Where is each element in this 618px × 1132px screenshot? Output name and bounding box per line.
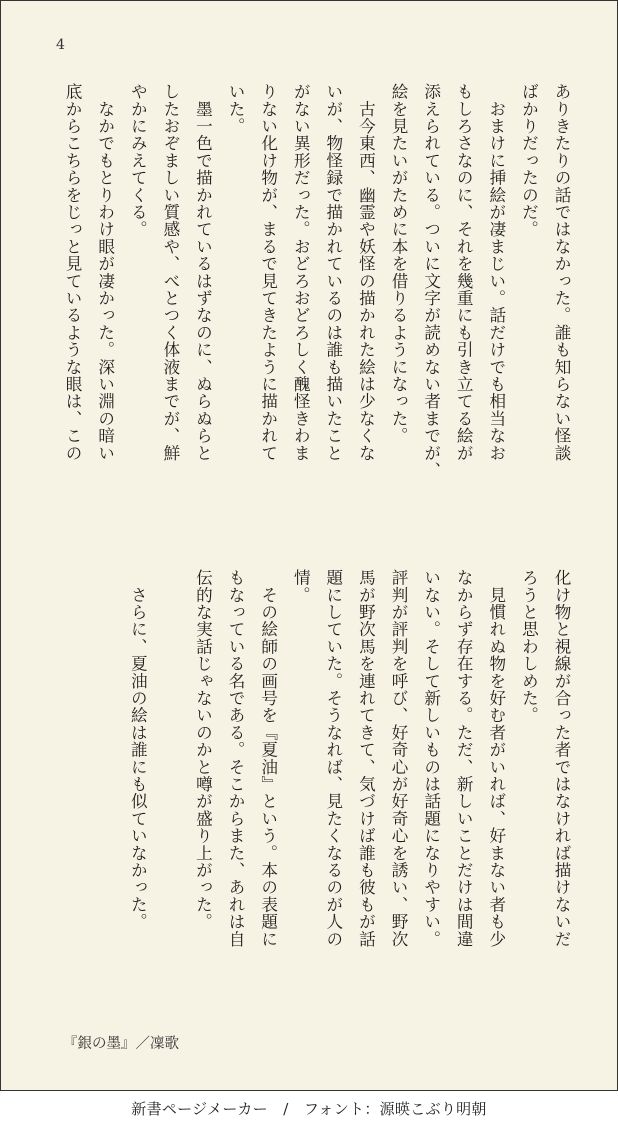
text-line: ろうと思わしめた。 <box>519 569 539 724</box>
text-line: ばかりだったのだ。 <box>519 83 539 238</box>
blank-line <box>153 569 186 1009</box>
text-line: 墨一色で描かれているはずなのに、ぬらぬらと <box>193 83 213 462</box>
text-line: やかにみえてくる。 <box>128 83 148 238</box>
text-line: 見慣れぬ物を好む者がいれば、好まない者も少 <box>486 569 506 948</box>
text-line: 古今東西、幽霊や妖怪の描かれた絵は少なくな <box>356 83 376 462</box>
text-line: その絵師の画号を『夏油』という。本の表題に <box>258 569 278 948</box>
book-title-footer: 『銀の墨』／凜歌 <box>63 1036 179 1052</box>
text-line: 絵を見たいがために本を借りるようになった。 <box>389 83 409 445</box>
text-line: 化け物と視線が合った者ではなければ描けないだ <box>552 569 571 948</box>
text-line: なかでもとりわけ眼が凄かった。深い淵の暗い <box>95 83 115 462</box>
text-line: もなっている名である。そこからまた、あれは自 <box>226 569 246 948</box>
text-line: 評判が評判を呼び、好奇心が好奇心を誘い、野次 <box>389 569 409 948</box>
text-line: もしろさなのに、それを幾重にも引き立てる絵が <box>454 83 474 462</box>
text-block-upper <box>56 83 578 523</box>
text-line: 題にしていた。そうなれば、見たくなるのが人の <box>323 569 343 948</box>
text-block-lower <box>121 569 577 1009</box>
text-line: 添えられている。ついに文字が読めない者までが、 <box>421 83 441 479</box>
tool-credit: 新書ページメーカー / フォント：源暎こぶり明朝 <box>131 1100 487 1118</box>
text-line: いない。そして新しいものは話題になりやすい。 <box>421 569 441 948</box>
text-line: 伝的な実話じゃないのかと噂が盛り上がった。 <box>193 569 213 931</box>
text-line: さらに、夏油の絵は誰にも似ていなかった。 <box>128 569 148 931</box>
text-line: ありきたりの話ではなかった。誰も知らない怪談 <box>552 83 571 462</box>
text-line: いた。 <box>226 83 246 135</box>
text-line: 馬が野次馬を連れてきて、気づけば誰も彼もが話 <box>356 569 376 948</box>
text-line: なからず存在する。ただ、新しいことだけは間違 <box>454 569 474 948</box>
text-line: いが、物怪録で描かれているのは誰も描いたこと <box>323 83 343 462</box>
text-line: したおぞましい質感や、べとつく体液までが、鮮 <box>160 83 180 462</box>
text-line: 底からこちらをじっと見ているような眼は、この <box>63 83 83 462</box>
text-line: 情。 <box>291 569 311 604</box>
text-line: がない異形だった。おどろおどろしく醜怪きわま <box>291 83 311 462</box>
text-line: おまけに挿絵が凄まじい。話だけでも相当なお <box>486 83 506 462</box>
page-number: 4 <box>56 37 65 53</box>
text-line: りない化け物が、まるで見てきたように描かれて <box>258 83 278 462</box>
